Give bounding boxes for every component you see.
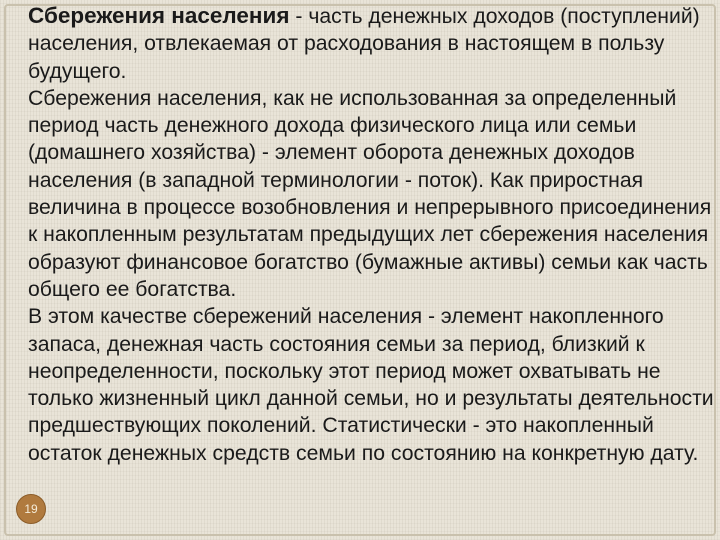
definition-text: - часть денежных доходов (поступлений) населения, отвлекаемая от расходования в настоящем в пользу будущего. xyxy=(28,5,700,83)
body-paragraph-2: В этом качестве сбережений населения - элемент накопленного запаса, денежная часть состояния семьи за период, близкий к неопределенности, поскольку этот период может охватывать не только жизненный цикл данной семьи, но и результаты деятельности предшествующих поколений. Статистически - это накопленный остаток денежных средств семьи по состоянию на конкретную дату. xyxy=(28,305,714,465)
page-number-badge: 19 xyxy=(16,494,46,524)
slide-body xyxy=(28,2,718,467)
defined-term: Сбережения населения xyxy=(28,3,290,28)
body-paragraph-1: Сбережения населения, как не использованная за определенный период часть денежного дохода физического лица или семьи (домашнего хозяйства) - элемент оборота денежных доходов населения (в западной терминологии - поток). Как приростная величина в процессе возобновления и непрерывного присоединения к накопленным результатам предыдущих лет сбережения населения образуют финансовое богатство (бумажные активы) семьи как часть общего ее богатства. xyxy=(28,86,712,301)
definition-paragraph xyxy=(28,2,718,85)
